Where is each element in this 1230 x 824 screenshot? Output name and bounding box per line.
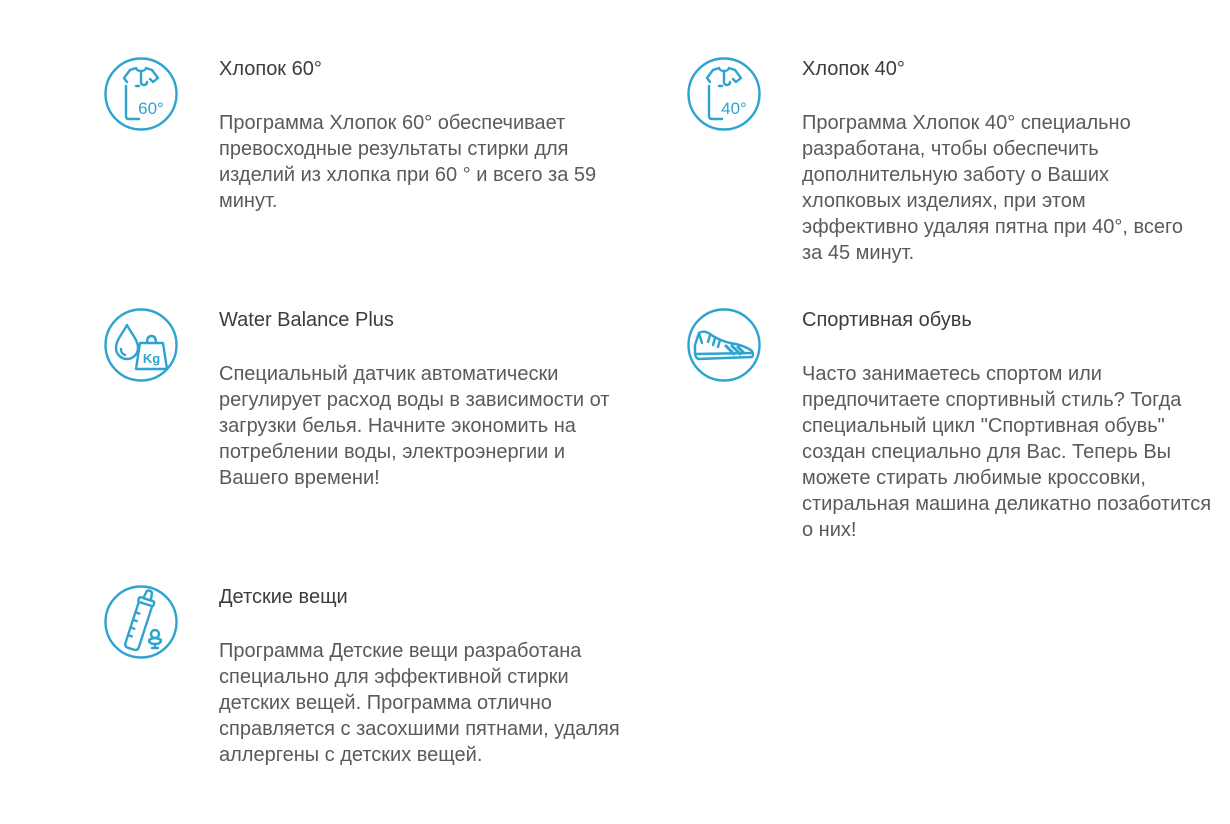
shirt-40-icon: [686, 56, 762, 132]
feature-title: Хлопок 60°: [219, 58, 322, 80]
icon-temp-text: 40°: [721, 99, 747, 118]
sneaker-icon: [686, 307, 762, 383]
feature-title: Хлопок 40°: [802, 58, 905, 80]
feature-description: Программа Хлопок 40° специально разработана, чтобы обеспечить дополнительную заботу о Ваших хлопковых изделиях, при этом эффективно удаляя пятна при 40°, всего за 45 минут.: [802, 112, 1183, 264]
water-drop-weight-icon: [103, 307, 179, 383]
feature-title: Детские вещи: [219, 586, 348, 608]
icon-kg-text: Kg: [142, 351, 161, 366]
feature-description: Программа Детские вещи разработана специально для эффективной стирки детских вещей. Программа отлично справляется с засохшими пятнами, удаляя аллергены с детских вещей.: [219, 640, 620, 766]
feature-description: Специальный датчик автоматически регулирует расход воды в зависимости от загрузки белья. Начните экономить на потреблении воды, электроэнергии и Вашего времени!: [219, 363, 610, 489]
baby-bottle-icon: [103, 584, 179, 660]
shirt-60-icon: [103, 56, 179, 132]
feature-title: Спортивная обувь: [802, 309, 972, 331]
icon-temp-text: 60°: [138, 99, 164, 118]
feature-description: Часто занимаетесь спортом или предпочитаете спортивный стиль? Тогда специальный цикл "Спортивная обувь" создан специально для Вас. Теперь Вы можете стирать любимые кроссовки, стиральная машина деликатно позаботится о них!: [802, 363, 1212, 541]
feature-title: Water Balance Plus: [219, 309, 394, 331]
feature-description: Программа Хлопок 60° обеспечивает превосходные результаты стирки для изделий из хлопка при 60 ° и всего за 59 минут.: [219, 112, 597, 212]
